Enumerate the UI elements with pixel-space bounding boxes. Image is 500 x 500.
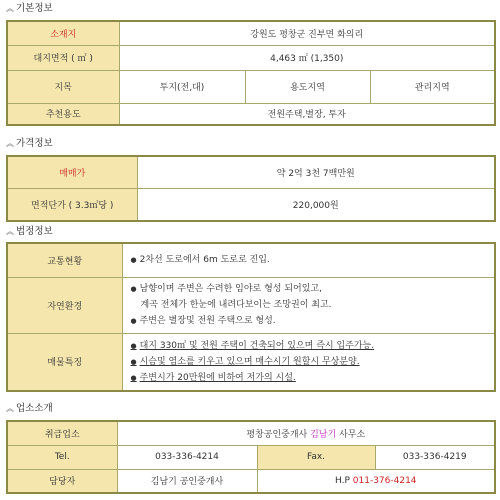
mgmt-value: 관리지역: [370, 70, 495, 103]
zone-value: 용도지역: [245, 70, 370, 103]
basic-info-table: [6, 20, 496, 126]
nature-label: 자연환경: [7, 277, 122, 333]
manager-value: 김남기 공인중개사: [117, 469, 257, 493]
tel-label: Tel.: [7, 445, 117, 469]
sale-price-label: 매매가: [7, 156, 137, 188]
double-chevron-up-icon: ︽: [6, 139, 14, 148]
nature-list: [122, 277, 495, 333]
double-chevron-up-icon: ︽: [6, 404, 14, 413]
list-item: ● 주변은 별장및 전원 주택으로 형성.: [130, 316, 276, 326]
jimok-value: 투지(전,대): [119, 70, 245, 103]
fax-label: Fax.: [257, 445, 375, 469]
sale-price-value: 약 2억 3천 7백만원: [137, 156, 495, 188]
office-name: 평창공인중개사 김남기 사무소: [117, 421, 495, 445]
section-title-basic: ︽ 기본정보: [6, 3, 53, 14]
list-item: ● 주변시가 20만원에 비하여 저가의 시설.: [130, 372, 296, 383]
traffic-label: 교통현황: [7, 243, 122, 277]
bullet-icon: ●: [130, 357, 137, 366]
bullet-icon: ●: [130, 317, 137, 325]
list-item: ● 시슴및 염소를 키우고 있으며 매수시기 원할시 무상분양.: [130, 356, 360, 367]
section-title-legal: ︽ 법정정보: [6, 226, 53, 237]
bullet-icon: ●: [130, 373, 137, 382]
bullet-icon: ●: [130, 341, 137, 350]
section-title-agency: ︽ 업소소개: [6, 403, 53, 414]
feature-label: 매물특징: [7, 333, 122, 391]
list-item: ● 남향이며 주변은 수려한 임야로 형성 되어있고,: [130, 284, 322, 294]
bullet-icon: ●: [130, 256, 137, 265]
location-label: 소재지: [7, 21, 119, 45]
jimok-label: 지목: [7, 70, 119, 103]
tel-value[interactable]: 033-336-4214: [117, 445, 257, 469]
area-value: 4,463 ㎡ (1,350): [119, 45, 495, 70]
bullet-icon: ●: [130, 285, 137, 293]
section-title-price: ︽ 가격정보: [6, 138, 53, 149]
agency-info-table: [6, 420, 496, 494]
unit-price-label: 면적단가 ( 3.3㎡당 ): [7, 188, 137, 221]
manager-label: 담당자: [7, 469, 117, 493]
list-item: ● 대지 330㎡ 및 전원 주택이 건축되어 있으며 즉시 입주가능.: [130, 340, 375, 351]
feature-list: [122, 333, 495, 391]
double-chevron-up-icon: ︽: [6, 4, 14, 13]
price-info-table: [6, 155, 496, 222]
location-value: 강원도 평창군 진부면 화의리: [119, 21, 495, 45]
use-value: 전원주택,별장, 투자: [119, 103, 495, 125]
list-item: ● 2차선 도로에서 6m 도로로 진입.: [130, 255, 270, 266]
fax-value: 033-336-4219: [375, 445, 495, 469]
double-chevron-up-icon: ︽: [6, 227, 14, 236]
office-label: 취급업소: [7, 421, 117, 445]
hp-label: H.P: [334, 475, 350, 486]
traffic-list: [122, 243, 495, 277]
legal-info-table: [6, 242, 496, 392]
unit-price-value: 220,000원: [137, 188, 495, 221]
list-item: 계곡 전체가 한눈에 내려다보이는 조망권이 최고.: [140, 300, 332, 310]
area-label: 대지면적 ( ㎡ ): [7, 45, 119, 70]
office-person: 김남기: [310, 429, 337, 440]
hp-value[interactable]: 011-376-4214: [352, 475, 417, 486]
hp-cell[interactable]: [257, 469, 495, 493]
use-label: 추천용도: [7, 103, 119, 125]
